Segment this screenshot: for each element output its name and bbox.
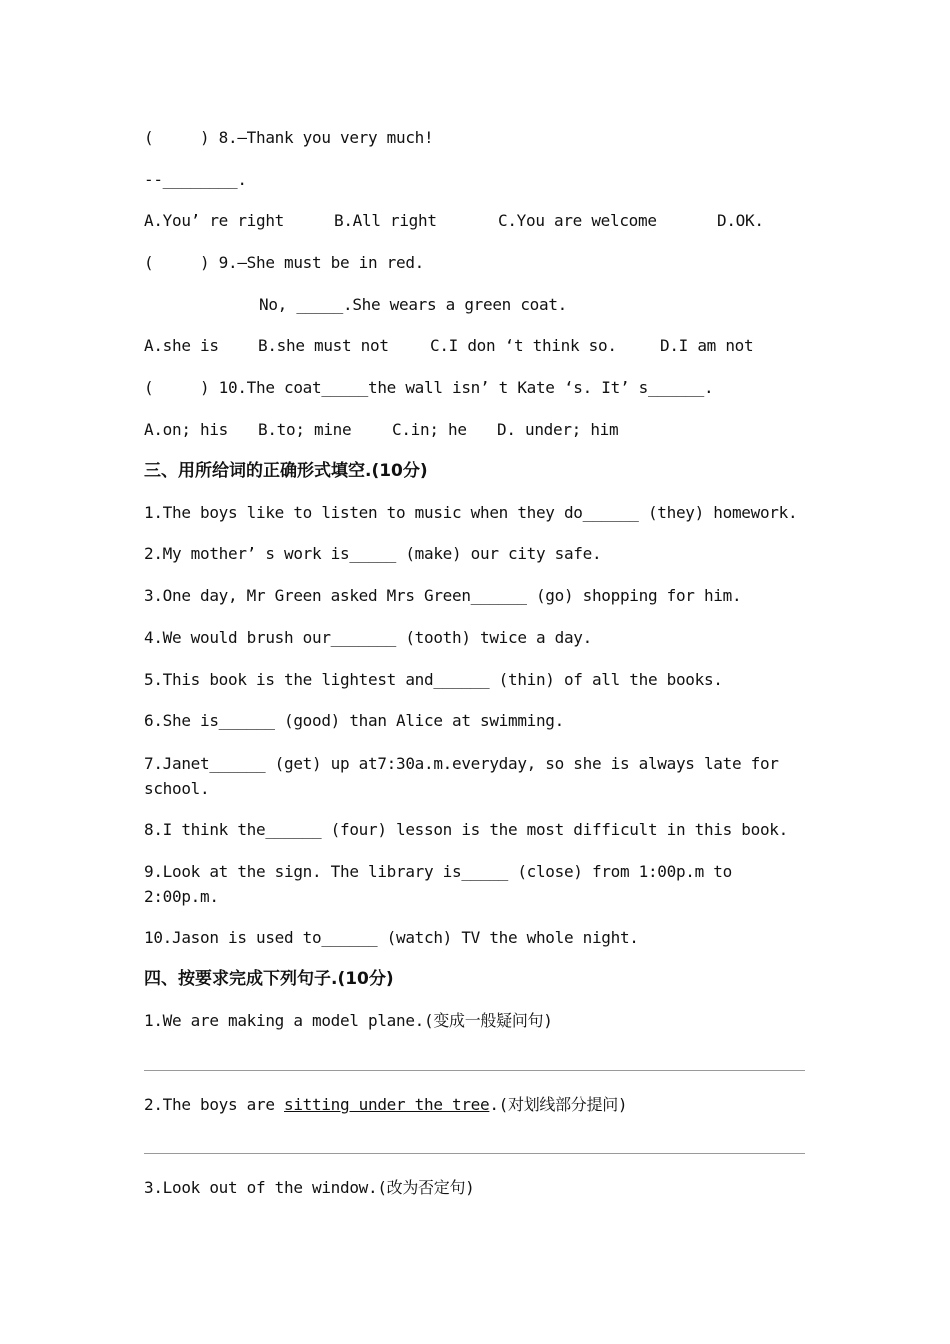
q10-option-c: C.in; he	[392, 420, 467, 439]
s4-item-3: 3.Look out of the window.(改为否定句)	[144, 1178, 475, 1197]
q8-option-a: A.You’ re right	[144, 211, 284, 230]
s3-item-2: 2.My mother’ s work is_____ (make) our city safe.	[144, 544, 602, 563]
section-3-title: 三、用所给词的正确形式填空.(10分)	[144, 461, 428, 481]
q9-option-d: D.I am not	[660, 336, 754, 355]
q10-options	[144, 418, 804, 442]
section-4-title: 四、按要求完成下列句子.(10分)	[144, 969, 394, 989]
answer-line-2	[144, 1153, 805, 1154]
answer-line-1	[144, 1070, 805, 1071]
q9-option-a: A.she is	[144, 336, 219, 355]
q8-stem: ( ) 8.—Thank you very much!	[144, 128, 434, 147]
q8-option-c: C.You are welcome	[498, 211, 657, 230]
q8-option-d: D.OK.	[717, 211, 764, 230]
q8-options	[144, 209, 804, 233]
s3-item-1: 1.The boys like to listen to music when they do______ (they) homework.	[144, 503, 798, 522]
q9-option-b: B.she must not	[258, 336, 389, 355]
s4-item-2-suffix: .(对划线部分提问)	[489, 1095, 628, 1114]
q8-answer-blank: --________.	[144, 170, 247, 189]
s4-item-2-prefix: 2.The boys are	[144, 1095, 284, 1114]
q9-stem: ( ) 9.—She must be in red.	[144, 253, 424, 272]
q10-option-a: A.on; his	[144, 420, 228, 439]
q10-option-d: D. under; him	[497, 420, 619, 439]
s3-item-5: 5.This book is the lightest and______ (thin) of all the books.	[144, 670, 723, 689]
q10-option-b: B.to; mine	[258, 420, 352, 439]
s3-item-7: 7.Janet______ (get) up at7:30a.m.everyday, so she is always late for school.	[144, 754, 779, 798]
s3-item-3: 3.One day, Mr Green asked Mrs Green______ (go) shopping for him.	[144, 586, 742, 605]
s4-item-2	[144, 1093, 627, 1117]
q9-reply: No, _____.She wears a green coat.	[259, 295, 567, 314]
s3-item-6: 6.She is______ (good) than Alice at swimming.	[144, 711, 564, 730]
s3-item-9: 9.Look at the sign. The library is_____ (close) from 1:00p.m to 2:00p.m.	[144, 862, 732, 906]
s4-item-1: 1.We are making a model plane.(变成一般疑问句)	[144, 1011, 553, 1030]
q10-stem: ( ) 10.The coat_____the wall isn’ t Kate ‘s. It’ s______.	[144, 378, 714, 397]
s4-item-2-underlined: sitting under the tree	[284, 1095, 490, 1114]
q9-option-c: C.I don ‘t think so.	[430, 336, 617, 355]
s3-item-4: 4.We would brush our_______ (tooth) twice a day.	[144, 628, 592, 647]
q9-options	[144, 334, 804, 358]
q8-option-b: B.All right	[334, 211, 437, 230]
s3-item-10: 10.Jason is used to______ (watch) TV the whole night.	[144, 928, 639, 947]
s3-item-8: 8.I think the______ (four) lesson is the most difficult in this book.	[144, 820, 788, 839]
